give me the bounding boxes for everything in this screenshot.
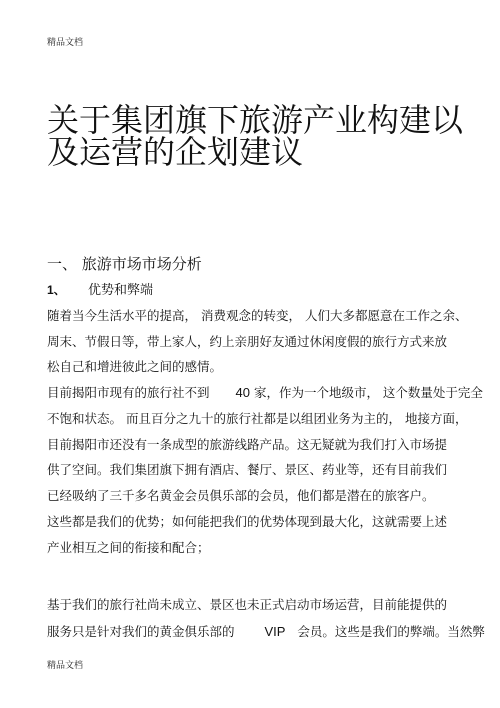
- page-header-label: 精品文档: [47, 38, 84, 48]
- paragraph-2-line-4: 供了空间。我们集团旗下拥有酒店、餐厅、景区、药业等，还有目前我们: [47, 462, 448, 477]
- paragraph-2-line-1-part-a: 目前揭阳市现有的旅行社不到: [47, 385, 210, 400]
- page-footer-label: 精品文档: [47, 661, 84, 671]
- paragraph-1-line-2: 周末、节假日等，带上家人，约上亲朋好友通过休闲度假的旅行方式来放: [47, 334, 448, 349]
- paragraph-1-line-1: 随着当今生活水平的提高， 消费观念的转变， 人们大多都愿意在工作之余、: [47, 308, 468, 323]
- paragraph-2-line-3: 目前揭阳市还没有一条成型的旅游线路产品。这无疑就为我们打入市场提: [47, 437, 448, 452]
- paragraph-2-line-2: 不饱和状态。 而且百分之九十的旅行社都是以组团业务为主的， 地接方面，: [47, 411, 468, 426]
- sub-heading-text: 优势和弊端: [87, 283, 153, 298]
- paragraph-2-line-1: [47, 384, 483, 402]
- paragraph-2-line-5: 已经吸纳了三千多名黄金会员俱乐部的会员，他们都是潜在的旅客户。: [47, 488, 435, 503]
- paragraph-3-line-2-part-b: 会员。这些是我们的弊端。当然弊: [297, 624, 485, 639]
- paragraph-2-line-7: 产业相互之间的衔接和配合；: [47, 540, 210, 555]
- sub-heading: [47, 281, 153, 300]
- section-heading: 一、 旅游市场市场分析: [47, 255, 202, 273]
- travel-agency-count: 40: [235, 385, 250, 400]
- paragraph-2-line-6: 这些都是我们的优势；如何能把我们的优势体现到最大化，这就需要上述: [47, 514, 448, 529]
- document-title-line-2: 及运营的企划建议: [47, 133, 304, 171]
- document-title-line-1: 关于集团旗下旅游产业构建以: [47, 101, 464, 139]
- paragraph-3-line-2: [47, 623, 485, 641]
- paragraph-3-line-1: 基于我们的旅行社尚未成立、景区也未正式启动市场运营，目前能提供的: [47, 597, 448, 612]
- paragraph-1-line-3: 松自己和增进彼此之间的感情。: [47, 359, 223, 374]
- vip-label: VIP: [264, 624, 286, 639]
- sub-heading-number: 1、: [47, 283, 66, 297]
- paragraph-2-line-1-part-b: 家，作为一个地级市， 这个数量处于完全: [253, 385, 483, 400]
- paragraph-3-line-2-part-a: 服务只是针对我们的黄金俱乐部的: [47, 624, 235, 639]
